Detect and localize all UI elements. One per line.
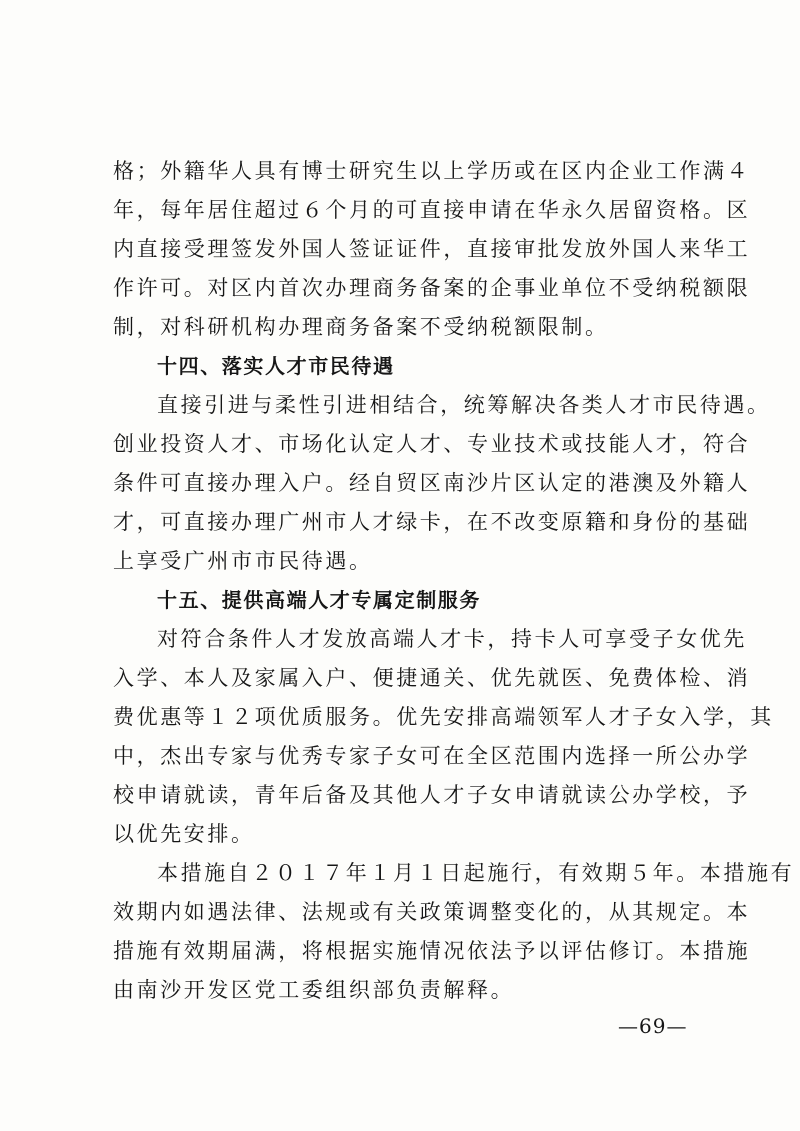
paragraph-line: 直接引进与柔性引进相结合，统筹解决各类人才市民待遇。 [157,393,771,417]
paragraph-line: 中，杰出专家与优秀专家子女可在全区范围内选择一所公办学 [113,744,751,768]
paragraph-line: 入学、本人及家属入户、便捷通关、优先就医、免费体检、消 [113,666,751,690]
document-body [113,152,795,1010]
paragraph-line: 本措施自２０１７年１月１日起施行，有效期５年。本措施有 [157,861,795,885]
paragraph-line: 效期内如遇法律、法规或有关政策调整变化的，从其规定。本 [113,900,751,924]
paragraph-line: 创业投资人才、市场化认定人才、专业技术或技能人才，符合 [113,432,751,456]
paragraph-line: 对符合条件人才发放高端人才卡，持卡人可享受子女优先 [157,627,747,651]
paragraph-line: 由南沙开发区党工委组织部负责解释。 [113,978,515,1002]
paragraph-line: 上享受广州市市民待遇。 [113,549,373,573]
page-number: —69— [618,1014,688,1038]
paragraph-line: 才，可直接办理广州市人才绿卡，在不改变原籍和身份的基础 [113,510,751,534]
paragraph-line: 措施有效期届满，将根据实施情况依法予以评估修订。本措施 [113,939,751,963]
paragraph-line: 条件可直接办理入户。经自贸区南沙片区认定的港澳及外籍人 [113,471,751,495]
paragraph-line: 以优先安排。 [113,822,255,846]
paragraph-line: 格；外籍华人具有博士研究生以上学历或在区内企业工作满４ [113,159,751,183]
section-heading: 十四、落实人才市民待遇 [157,354,395,378]
paragraph-line: 年，每年居住超过６个月的可直接申请在华永久居留资格。区 [113,198,751,222]
paragraph-line: 费优惠等１２项优质服务。优先安排高端领军人才子女入学，其 [113,705,774,729]
paragraph-line: 校申请就读，青年后备及其他人才子女申请就读公办学校，予 [113,783,751,807]
paragraph-line: 作许可。对区内首次办理商务备案的企事业单位不受纳税额限 [113,276,751,300]
paragraph-line: 制，对科研机构办理商务备案不受纳税额限制。 [113,315,609,339]
paragraph-line: 内直接受理签发外国人签证证件，直接审批发放外国人来华工 [113,237,751,261]
section-heading: 十五、提供高端人才专属定制服务 [157,588,481,612]
